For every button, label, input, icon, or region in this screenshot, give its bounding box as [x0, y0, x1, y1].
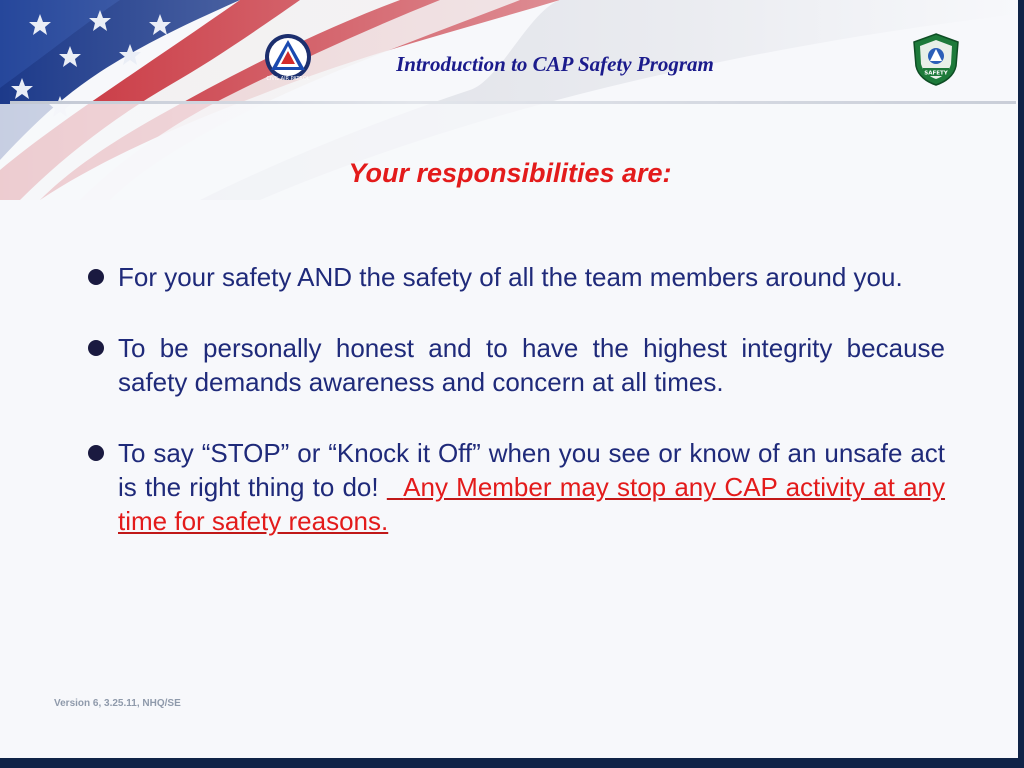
header-divider	[10, 101, 1016, 104]
bullet-text: For your safety AND the safety of all the team members around you.	[118, 262, 903, 292]
cap-safety-shield-icon	[911, 32, 961, 86]
list-item	[88, 331, 945, 399]
slide-heading: Your responsibilities are:	[348, 158, 672, 188]
svg-text:SAFETY: SAFETY	[924, 70, 948, 77]
header-title: Introduction to CAP Safety Program	[396, 52, 714, 76]
svg-text:CIVIL AIR PATROL: CIVIL AIR PATROL	[266, 76, 310, 82]
stop-authority-text: Any Member may stop any CAP activity at any time for safety reasons.	[118, 472, 946, 536]
footer-version: Version 6, 3.25.11, NHQ/SE	[54, 698, 181, 709]
bottom-frame-border	[0, 758, 1024, 768]
list-item	[88, 260, 945, 294]
civil-air-patrol-emblem-icon	[262, 33, 314, 83]
list-item	[88, 436, 945, 538]
responsibilities-list	[88, 260, 945, 575]
bullet-dot-icon	[88, 340, 104, 356]
bullet-dot-icon	[88, 269, 104, 285]
bullet-text: To be personally honest and to have the highest integrity because safety demands awareness and concern at all times.	[118, 333, 945, 397]
right-frame-border	[1018, 0, 1024, 768]
bullet-text: To say “STOP” or “Knock it Off” when you see or know of an unsafe act is the right thing to do!	[118, 438, 945, 502]
bullet-dot-icon	[88, 445, 104, 461]
